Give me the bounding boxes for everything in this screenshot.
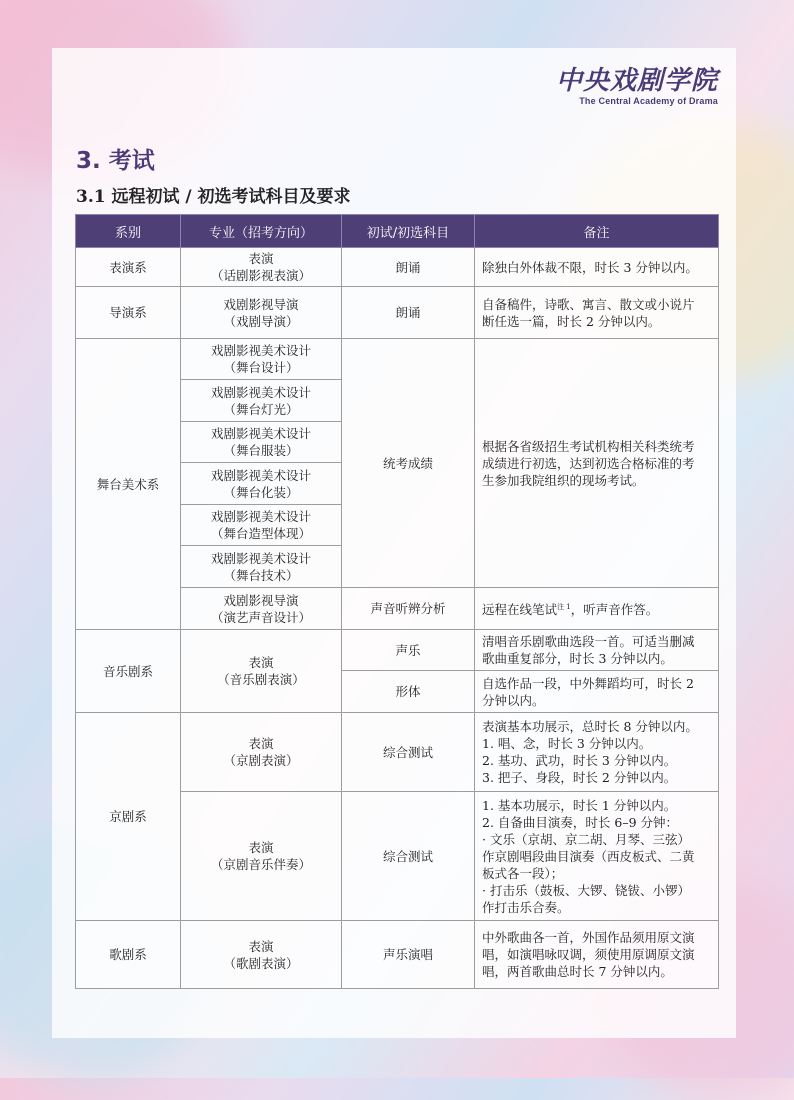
note-cell [475, 671, 719, 713]
note-line: 生参加我院组织的现场考试。 [482, 472, 645, 488]
table-row [76, 713, 719, 792]
major-cell [181, 630, 342, 713]
table-row [76, 339, 719, 380]
major-name: 戏剧影视美术设计 [210, 467, 311, 483]
note-cell [475, 339, 719, 588]
logo-english: The Central Academy of Drama [579, 96, 718, 106]
major-cell [181, 248, 342, 287]
table-row [76, 287, 719, 339]
subject-cell: 综合测试 [342, 792, 475, 921]
content-panel [52, 48, 736, 1038]
note-cell: 除独白外体裁不限，时长 3 分钟以内。 [475, 248, 719, 287]
dept-cell: 导演系 [76, 287, 181, 339]
table-header-row [76, 215, 719, 248]
major-name: 戏剧影视美术设计 [210, 509, 311, 524]
header-major: 专业（招考方向） [181, 215, 342, 248]
major-cell [181, 505, 342, 546]
major-direction: （音乐剧表演） [217, 672, 305, 687]
major-cell [181, 339, 342, 380]
subject-cell: 综合测试 [342, 713, 475, 792]
note-line: 根据各省级招生考试机构相关科类统考 [482, 438, 695, 454]
logo-chinese: 中央戏剧学院 [555, 66, 718, 96]
note-line: 成绩进行初选，达到初选合格标准的考 [482, 455, 695, 471]
major-cell [181, 792, 342, 921]
major-name: 戏剧影视美术设计 [210, 384, 311, 400]
note-cell [475, 588, 719, 630]
note-cell [475, 713, 719, 792]
note-line: 中外歌曲各一首，外国作品须用原文演 [482, 930, 695, 945]
major-cell [181, 713, 342, 792]
section-title: 3. 考试 [76, 148, 155, 174]
exam-table [75, 214, 719, 989]
dept-cell: 舞台美术系 [76, 339, 181, 630]
note-line: 清唱音乐剧歌曲选段一首。可适当删减 [482, 634, 695, 649]
major-direction: （舞台灯光） [223, 401, 299, 417]
major-direction: （舞台造型体现） [210, 526, 311, 541]
subject-cell: 声乐演唱 [342, 921, 475, 989]
note-line: · 打击乐（鼓板、大锣、铙钹、小锣） [482, 882, 690, 898]
note-line: 断任选一篇，时长 2 分钟以内。 [482, 313, 661, 329]
major-name: 表演 [248, 655, 274, 670]
major-direction: （歌剧表演） [223, 955, 299, 971]
major-cell [181, 546, 342, 588]
subject-cell: 朗诵 [342, 248, 475, 287]
header-dept: 系别 [76, 215, 181, 248]
major-direction: （戏剧导演） [223, 313, 299, 329]
subsection-title: 3.1 远程初试 / 初选考试科目及要求 [76, 187, 351, 207]
header-note: 备注 [475, 215, 719, 248]
major-name: 戏剧影视美术设计 [210, 343, 311, 358]
note-cell [475, 630, 719, 671]
table-row [76, 248, 719, 287]
major-name: 戏剧影视导演 [223, 592, 299, 608]
note-line: 板式各一段）； [482, 865, 564, 881]
header-subject: 初试/初选科目 [342, 215, 475, 248]
major-cell [181, 380, 342, 422]
note-text: 远程在线笔试 [482, 602, 558, 618]
note-line: 1. 基本功展示，时长 1 分钟以内。 [482, 797, 677, 813]
dept-cell: 京剧系 [76, 713, 181, 921]
note-line: 自备稿件，诗歌、寓言、散文或小说片 [482, 296, 695, 312]
major-cell [181, 422, 342, 463]
note-cell [475, 921, 719, 989]
subject-cell: 统考成绩 [342, 339, 475, 588]
major-name: 表演 [248, 251, 274, 266]
note-line: 表演基本功展示，总时长 8 分钟以内。 [482, 719, 698, 734]
major-name: 表演 [248, 840, 274, 855]
note-line: 2. 基功、武功，时长 3 分钟以内。 [482, 753, 677, 768]
dept-cell: 表演系 [76, 248, 181, 287]
note-line: 唱，两首歌曲总时长 7 分钟以内。 [482, 964, 673, 979]
table-row [76, 921, 719, 989]
major-cell [181, 287, 342, 339]
major-direction: （话剧影视表演） [210, 268, 311, 283]
major-name: 表演 [248, 736, 274, 751]
note-line: 3. 把子、身段，时长 2 分钟以内。 [482, 770, 677, 785]
dept-cell: 歌剧系 [76, 921, 181, 989]
major-direction: （舞台技术） [223, 567, 299, 583]
subject-cell: 声音听辨分析 [342, 588, 475, 630]
major-name: 戏剧影视导演 [223, 296, 299, 312]
note-cell [475, 287, 719, 339]
note-line: 唱，如演唱咏叹调，须使用原调原文演 [482, 947, 695, 962]
note-line: 1. 唱、念，时长 3 分钟以内。 [482, 736, 652, 751]
table-row [76, 630, 719, 671]
subject-cell: 形体 [342, 671, 475, 713]
subject-cell: 朗诵 [342, 287, 475, 339]
major-name: 戏剧影视美术设计 [210, 550, 311, 566]
major-cell [181, 463, 342, 505]
note-line: 作京剧唱段曲目演奏（西皮板式、二黄 [482, 848, 695, 864]
major-cell [181, 588, 342, 630]
academy-logo [556, 66, 718, 106]
note-line: · 文乐（京胡、京二胡、月琴、三弦） [482, 831, 690, 847]
note-line: 自选作品一段，中外舞蹈均可，时长 2 [482, 675, 694, 691]
footnote-mark: 注 1 [557, 602, 571, 611]
note-line: 分钟以内。 [482, 692, 545, 708]
note-cell [475, 792, 719, 921]
note-line: 2. 自备曲目演奏，时长 6–9 分钟： [482, 814, 679, 830]
note-line: 歌曲重复部分，时长 3 分钟以内。 [482, 651, 673, 666]
dept-cell: 音乐剧系 [76, 630, 181, 713]
subject-cell: 声乐 [342, 630, 475, 671]
major-direction: （舞台服装） [223, 443, 299, 458]
note-text: ，听声音作答。 [570, 602, 659, 618]
major-cell [181, 921, 342, 989]
major-direction: （舞台化装） [223, 484, 299, 500]
note-line: 作打击乐合奏。 [482, 899, 570, 915]
major-name: 表演 [248, 938, 274, 954]
major-direction: （演艺声音设计） [210, 609, 311, 625]
major-direction: （舞台设计） [223, 360, 299, 375]
major-direction: （京剧音乐伴奏） [210, 857, 311, 872]
major-name: 戏剧影视美术设计 [210, 426, 311, 441]
major-direction: （京剧表演） [223, 753, 299, 768]
